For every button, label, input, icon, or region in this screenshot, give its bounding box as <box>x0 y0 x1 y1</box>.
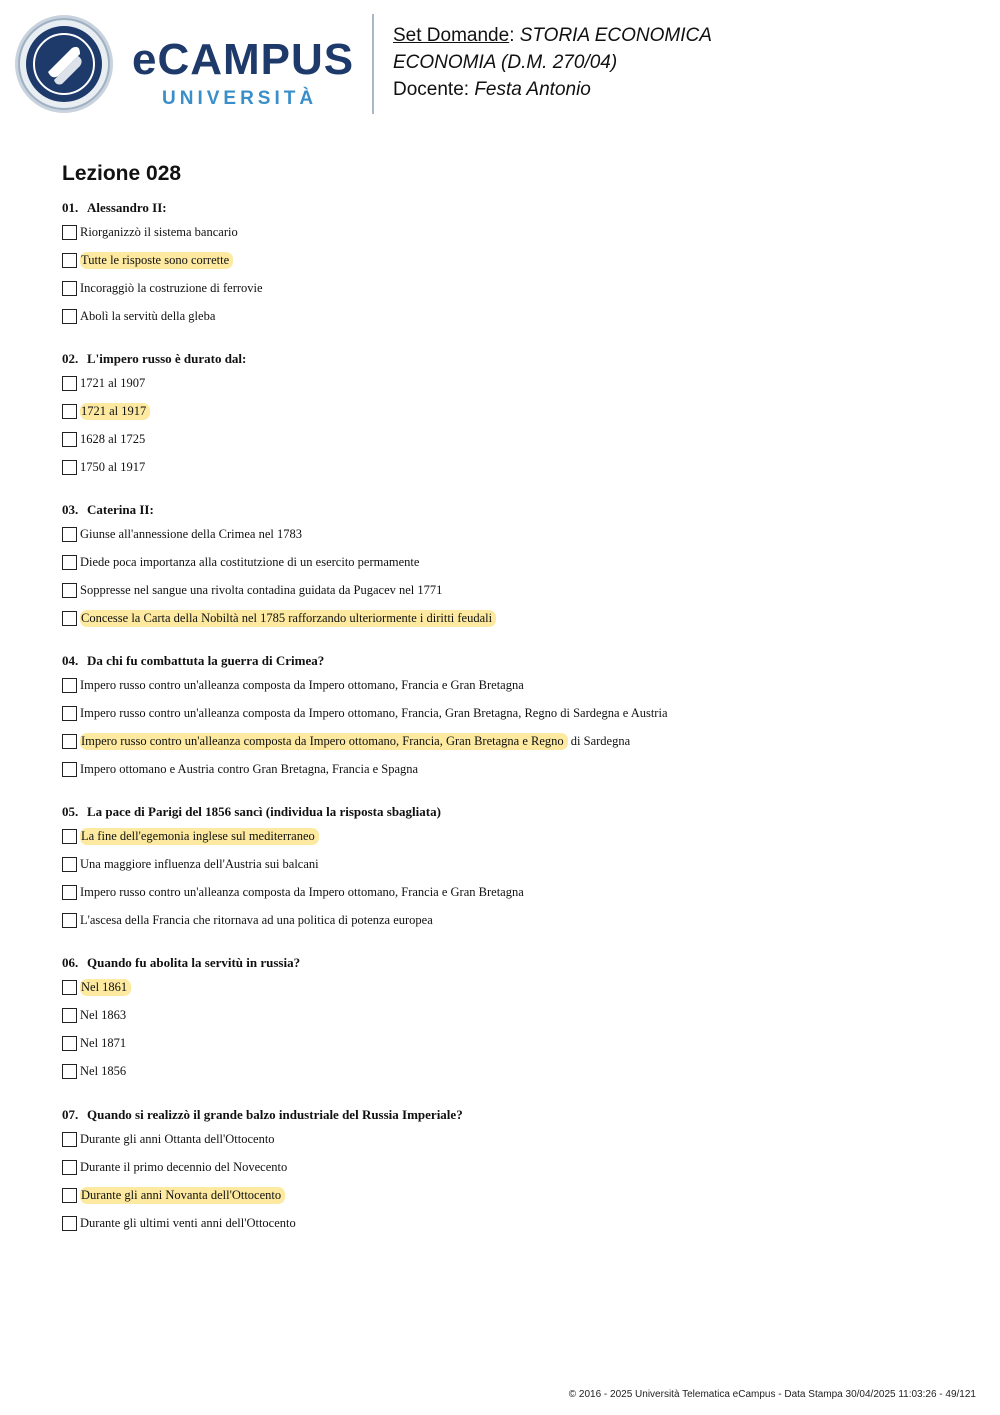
answer-text: Nel 1871 <box>80 1035 127 1050</box>
answer-text: L'ascesa della Francia che ritornava ad una politica di potenza europea <box>80 912 433 927</box>
question-number: 04. <box>62 653 79 668</box>
question-text: Caterina II: <box>87 502 154 517</box>
answer-checkbox[interactable] <box>62 309 77 324</box>
question-title <box>62 349 962 369</box>
answer-checkbox[interactable] <box>62 913 77 928</box>
answer-checkbox[interactable] <box>62 885 77 900</box>
highlighted-answer-text: La fine dell'egemonia inglese sul mediterraneo <box>80 828 319 845</box>
answer-option[interactable] <box>62 453 962 481</box>
header-divider <box>372 14 374 114</box>
ecampus-seal-icon <box>14 14 114 114</box>
answer-checkbox[interactable] <box>62 734 77 749</box>
answer-text: Nel 1863 <box>80 1007 127 1022</box>
answer-text: Nel 1856 <box>80 1063 127 1078</box>
question-text: La pace di Parigi del 1856 sancì (individua la risposta sbagliata) <box>87 804 441 819</box>
lesson-title: Lezione 028 <box>62 162 182 185</box>
answer-checkbox[interactable] <box>62 1160 77 1175</box>
answer-option[interactable] <box>62 699 962 727</box>
question-number: 05. <box>62 804 79 819</box>
answer-checkbox[interactable] <box>62 1188 77 1203</box>
highlighted-answer-text: Durante gli anni Novanta dell'Ottocento <box>80 1187 285 1204</box>
question-number: 06. <box>62 955 79 970</box>
answer-text: Riorganizzò il sistema bancario <box>80 224 238 239</box>
answer-checkbox[interactable] <box>62 555 77 570</box>
question-number: 07. <box>62 1107 79 1122</box>
answer-option[interactable] <box>62 1001 962 1029</box>
answer-text: Abolì la servitù della gleba <box>80 308 216 323</box>
question-title <box>62 198 962 218</box>
answer-text: Soppresse nel sangue una rivolta contadina guidata da Pugacev nel 1771 <box>80 582 443 597</box>
question-block <box>62 651 962 783</box>
course-info: Set Domande: STORIA ECONOMICA ECONOMIA (D.M. 270/04) Docente: Festa Antonio <box>393 25 712 100</box>
answer-option[interactable] <box>62 302 962 330</box>
answer-text: Durante gli ultimi venti anni dell'Ottocento <box>80 1215 296 1230</box>
answer-text: Impero russo contro un'alleanza composta da Impero ottomano, Francia e Gran Bretagna <box>80 884 524 899</box>
question-number: 03. <box>62 502 79 517</box>
question-title <box>62 500 962 520</box>
answer-checkbox[interactable] <box>62 762 77 777</box>
answer-option[interactable] <box>62 1153 962 1181</box>
answer-checkbox[interactable] <box>62 829 77 844</box>
answer-checkbox[interactable] <box>62 980 77 995</box>
course-title-line2: ECONOMIA (D.M. 270/04) <box>393 52 618 73</box>
answer-option[interactable] <box>62 604 962 632</box>
question-block <box>62 198 962 330</box>
answer-text: Incoraggiò la costruzione di ferrovie <box>80 280 263 295</box>
answer-text: Una maggiore influenza dell'Austria sui balcani <box>80 856 319 871</box>
answer-checkbox[interactable] <box>62 857 77 872</box>
answer-text: Durante gli anni Ottanta dell'Ottocento <box>80 1131 275 1146</box>
page-footer: © 2016 - 2025 Università Telematica eCampus - Data Stampa 30/04/2025 11:03:26 - 49/121 <box>568 1389 976 1400</box>
page-header <box>0 0 1000 130</box>
question-text: L'impero russo è durato dal: <box>87 351 247 366</box>
answer-option[interactable] <box>62 218 962 246</box>
answer-checkbox[interactable] <box>62 706 77 721</box>
answer-option[interactable] <box>62 755 962 783</box>
answer-option[interactable] <box>62 850 962 878</box>
answer-option[interactable] <box>62 369 962 397</box>
answer-text: 1750 al 1917 <box>80 459 146 474</box>
answer-text: 1721 al 1907 <box>80 375 146 390</box>
question-title <box>62 802 962 822</box>
answer-option[interactable] <box>62 397 962 425</box>
question-block <box>62 1105 962 1237</box>
answer-option[interactable] <box>62 520 962 548</box>
answer-checkbox[interactable] <box>62 1132 77 1147</box>
answer-text: di Sardegna <box>567 733 631 748</box>
answer-checkbox[interactable] <box>62 611 77 626</box>
answer-option[interactable] <box>62 1057 962 1085</box>
highlighted-answer-text: Nel 1861 <box>80 979 131 996</box>
answer-option[interactable] <box>62 576 962 604</box>
answer-option[interactable] <box>62 1029 962 1057</box>
question-number: 01. <box>62 200 79 215</box>
answer-checkbox[interactable] <box>62 460 77 475</box>
logo-wordmark: eCAMPUS <box>132 35 355 84</box>
question-block <box>62 953 962 1085</box>
set-label: Set Domande <box>393 25 510 46</box>
answer-checkbox[interactable] <box>62 404 77 419</box>
question-text: Da chi fu combattuta la guerra di Crimea? <box>87 653 325 668</box>
highlighted-answer-text: Tutte le risposte sono corrette <box>80 252 233 269</box>
question-title <box>62 953 962 973</box>
answer-option[interactable] <box>62 1125 962 1153</box>
answer-option[interactable] <box>62 727 962 755</box>
answer-text: Impero ottomano e Austria contro Gran Bretagna, Francia e Spagna <box>80 761 419 776</box>
answer-option[interactable] <box>62 973 962 1001</box>
answer-checkbox[interactable] <box>62 1008 77 1023</box>
answer-checkbox[interactable] <box>62 1036 77 1051</box>
answer-option[interactable] <box>62 671 962 699</box>
answer-text: Impero russo contro un'alleanza composta da Impero ottomano, Francia e Gran Bretagna <box>80 677 524 692</box>
answer-option[interactable] <box>62 1209 962 1237</box>
answer-checkbox[interactable] <box>62 583 77 598</box>
answer-checkbox[interactable] <box>62 253 77 268</box>
highlighted-answer-text: Concesse la Carta della Nobiltà nel 1785 rafforzando ulteriormente i diritti feudali <box>80 610 496 627</box>
question-text: Quando fu abolita la servitù in russia? <box>87 955 301 970</box>
answer-checkbox[interactable] <box>62 432 77 447</box>
docente-name: Festa Antonio <box>474 79 591 100</box>
answer-option[interactable] <box>62 548 962 576</box>
answer-text: 1628 al 1725 <box>80 431 146 446</box>
answer-checkbox[interactable] <box>62 527 77 542</box>
answer-checkbox[interactable] <box>62 376 77 391</box>
logo-subtitle: UNIVERSITÀ <box>162 88 318 109</box>
answer-text: Durante il primo decennio del Novecento <box>80 1159 288 1174</box>
answer-option[interactable] <box>62 1181 962 1209</box>
answer-checkbox[interactable] <box>62 281 77 296</box>
answer-checkbox[interactable] <box>62 678 77 693</box>
question-text: Quando si realizzò il grande balzo industriale del Russia Imperiale? <box>87 1107 463 1122</box>
answer-option[interactable] <box>62 906 962 934</box>
answer-option[interactable] <box>62 425 962 453</box>
answer-checkbox[interactable] <box>62 1064 77 1079</box>
answer-option[interactable] <box>62 274 962 302</box>
question-title <box>62 1105 962 1125</box>
question-block <box>62 500 962 632</box>
answer-text: Impero russo contro un'alleanza composta da Impero ottomano, Francia, Gran Bretagna, Regno di Sardegna e Austria <box>80 705 668 720</box>
question-block <box>62 802 962 934</box>
docente-label: Docente: <box>393 79 470 100</box>
answer-text: Diede poca importanza alla costitutzione di un esercito permamente <box>80 554 420 569</box>
answer-text: Giunse all'annessione della Crimea nel 1783 <box>80 526 302 541</box>
answer-option[interactable] <box>62 822 962 850</box>
question-title <box>62 651 962 671</box>
answer-option[interactable] <box>62 246 962 274</box>
answer-option[interactable] <box>62 878 962 906</box>
highlighted-answer-text: 1721 al 1917 <box>80 403 150 420</box>
answer-checkbox[interactable] <box>62 1216 77 1231</box>
answer-checkbox[interactable] <box>62 225 77 240</box>
question-block <box>62 349 962 481</box>
question-number: 02. <box>62 351 79 366</box>
highlighted-answer-text: Impero russo contro un'alleanza composta da Impero ottomano, Francia, Gran Bretagna e Regno <box>80 733 568 750</box>
course-title-line1: STORIA ECONOMICA <box>519 25 712 46</box>
question-text: Alessandro II: <box>87 200 167 215</box>
